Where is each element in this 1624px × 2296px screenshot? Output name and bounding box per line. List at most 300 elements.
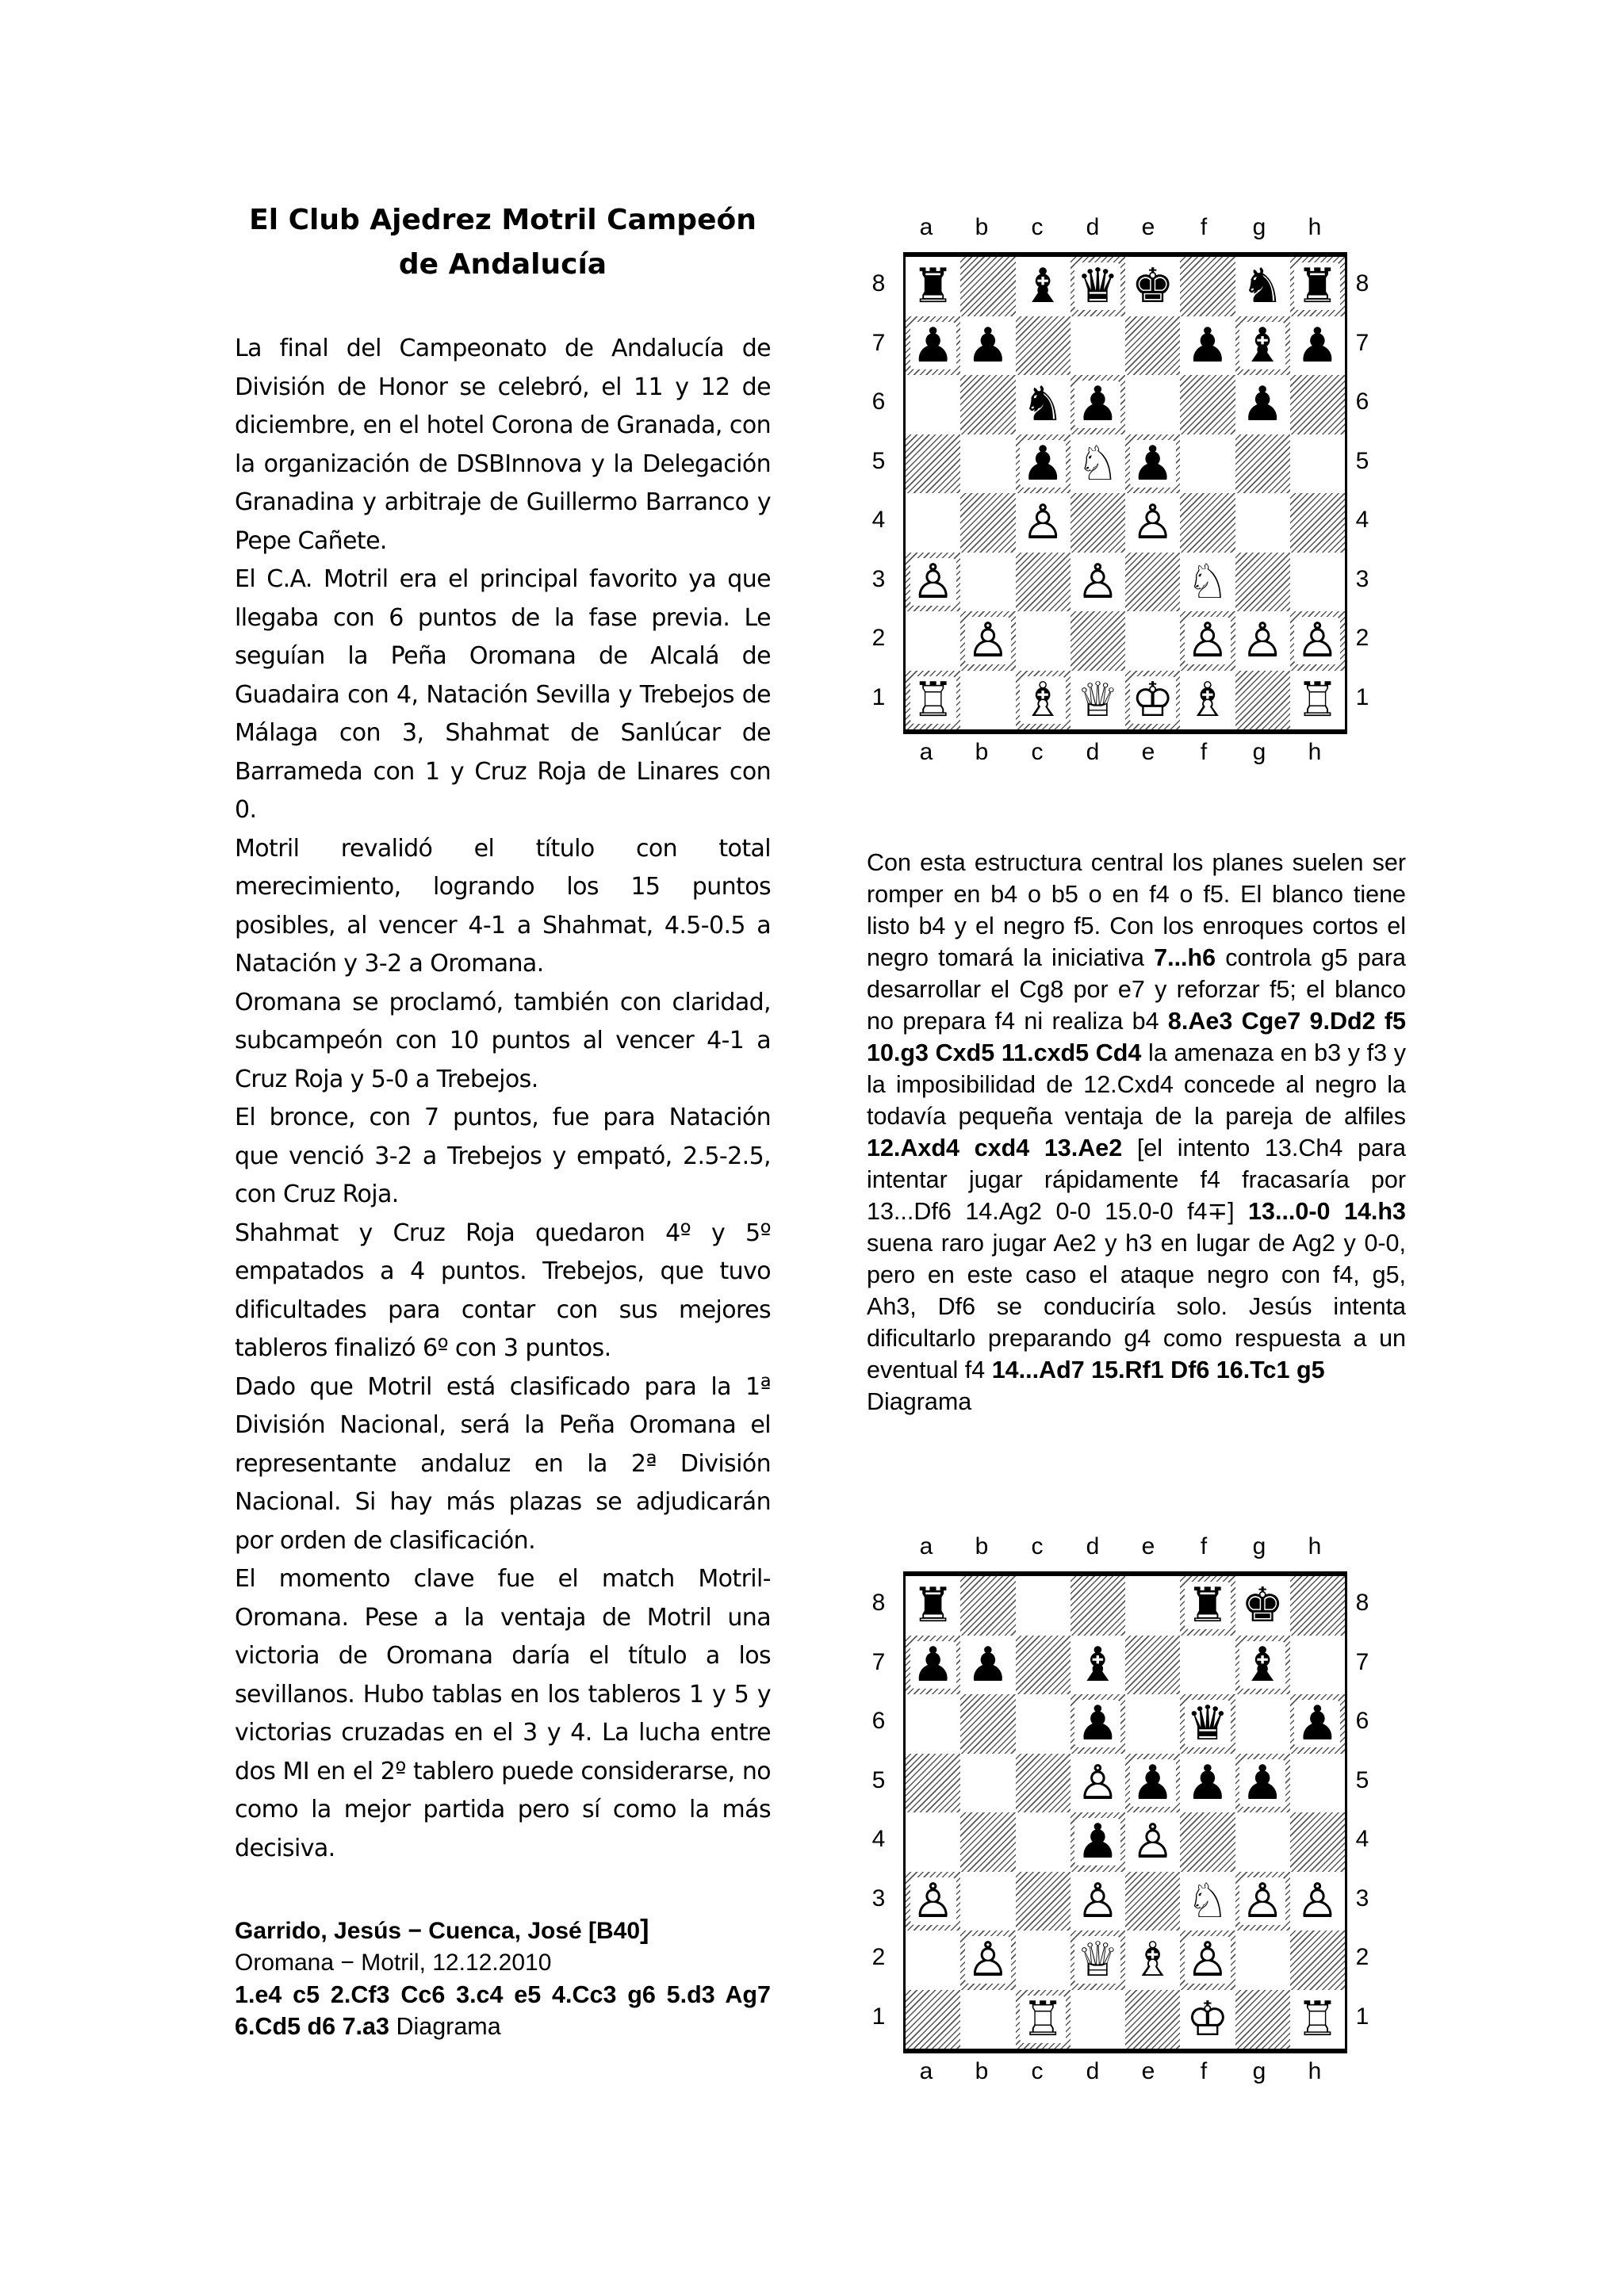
file-label: c (1031, 1533, 1044, 1559)
commentary-segment: controla g5 para desarrollar el Cg8 por e7 y reforzar f5; el blanco no prepara f4 ni realiza b4 (867, 944, 1406, 1035)
board-grid (906, 257, 1345, 729)
square-e5 (1125, 1754, 1180, 1813)
square-a2 (906, 1931, 960, 1990)
square-f1 (1180, 671, 1235, 730)
square-c7 (1016, 1636, 1071, 1695)
square-a1 (906, 671, 960, 730)
square-c3 (1016, 553, 1071, 612)
rank-label: 1 (1355, 683, 1369, 710)
rank-label: 1 (871, 683, 886, 710)
chess-piece-icon: ♟ (1185, 317, 1229, 373)
square-g7 (1235, 1636, 1290, 1695)
square-h5 (1290, 1754, 1345, 1813)
square-h6 (1290, 375, 1345, 434)
file-label: e (1141, 739, 1155, 765)
square-c4 (1016, 1812, 1071, 1872)
square-a6 (906, 375, 960, 434)
square-b7 (960, 1636, 1015, 1695)
commentary-column (867, 847, 1406, 1418)
file-label: a (919, 214, 933, 240)
file-label: f (1200, 1533, 1208, 1559)
square-c1 (1016, 1990, 1071, 2049)
square-h7 (1290, 316, 1345, 376)
move-sequence: 7...h6 (1154, 944, 1216, 971)
rank-label: 3 (1355, 1885, 1369, 1911)
board-grid (906, 1576, 1345, 2049)
chess-piece-icon: ♝ (1021, 258, 1065, 315)
square-g4 (1235, 1812, 1290, 1872)
square-e4 (1125, 493, 1180, 553)
square-d1 (1071, 671, 1125, 730)
square-e5 (1125, 434, 1180, 494)
rank-label: 8 (871, 1590, 886, 1616)
move-sequence: 12.Axd4 cxd4 13.Ae2 (867, 1135, 1123, 1161)
square-d7 (1071, 1636, 1125, 1695)
rank-label: 8 (871, 270, 886, 297)
article-title-line2: de Andalucía (398, 248, 607, 281)
square-c6 (1016, 1694, 1071, 1754)
square-a6 (906, 1694, 960, 1754)
square-f6 (1180, 375, 1235, 434)
chess-piece-icon: ♔ (1185, 1991, 1229, 2047)
move-sequence: 8.Ae3 Cge7 9.Dd2 f5 10.g3 Cxd5 11.cxd5 Cd4 (867, 1008, 1406, 1066)
chess-piece-icon: ♖ (911, 672, 955, 728)
square-h8 (1290, 257, 1345, 316)
file-label: h (1308, 739, 1322, 765)
file-label: d (1086, 1533, 1100, 1559)
square-f3 (1180, 553, 1235, 612)
article-title (235, 198, 771, 287)
article-paragraph: Shahmat y Cruz Roja quedaron 4º y 5º empatados a 4 puntos. Trebejos, que tuvo dificultades para contar con sus mejores tableros finalizó 6º con 3 puntos. (235, 1219, 771, 1362)
square-b5 (960, 1754, 1015, 1813)
square-f8 (1180, 1576, 1235, 1636)
square-b6 (960, 375, 1015, 434)
square-g5 (1235, 434, 1290, 494)
square-b3 (960, 1872, 1015, 1931)
square-b8 (960, 257, 1015, 316)
square-f2 (1180, 1931, 1235, 1990)
square-b8 (960, 1576, 1015, 1636)
file-labels-bottom (898, 2058, 1342, 2085)
square-h5 (1290, 434, 1345, 494)
rank-label: 1 (871, 2003, 886, 2030)
chess-piece-icon: ♟ (1241, 377, 1285, 433)
square-d3 (1071, 1872, 1125, 1931)
chess-piece-icon: ♟ (911, 1636, 955, 1693)
rank-labels-right (1350, 254, 1374, 729)
square-d5 (1071, 434, 1125, 494)
rank-label: 3 (871, 1885, 886, 1911)
square-f7 (1180, 1636, 1235, 1695)
file-label: h (1308, 2058, 1322, 2084)
square-a8 (906, 1576, 960, 1636)
square-a4 (906, 1812, 960, 1872)
square-b6 (960, 1694, 1015, 1754)
square-h6 (1290, 1694, 1345, 1754)
square-c2 (1016, 611, 1071, 671)
square-g6 (1235, 375, 1290, 434)
rank-labels-left (867, 1573, 891, 2049)
square-a5 (906, 1754, 960, 1813)
rank-labels-right (1350, 1573, 1374, 2049)
square-d4 (1071, 1812, 1125, 1872)
chess-piece-icon: ♙ (1296, 1873, 1339, 1929)
game-players (235, 1914, 771, 1947)
chess-piece-icon: ♝ (1076, 1636, 1120, 1693)
rank-label: 3 (871, 565, 886, 592)
rank-label: 4 (871, 1826, 886, 1852)
file-label: g (1252, 2058, 1266, 2084)
square-e8 (1125, 1576, 1180, 1636)
rank-label: 6 (1355, 1708, 1369, 1734)
square-a4 (906, 493, 960, 553)
square-g8 (1235, 1576, 1290, 1636)
article-paragraph: Oromana se proclamó, también con claridad, subcampeón con 10 puntos al vencer 4-1 a Cruz Roja y 5-0 a Trebejos. (235, 988, 771, 1093)
chess-piece-icon: ♟ (1076, 1814, 1120, 1870)
game-moves (235, 1979, 771, 2042)
article-paragraph: El bronce, con 7 puntos, fue para Natación que venció 3-2 a Trebejos y empató, 2.5-2.5, con Cruz Roja. (235, 1104, 771, 1208)
chess-piece-icon: ♞ (1241, 258, 1285, 315)
square-h8 (1290, 1576, 1345, 1636)
rank-label: 6 (871, 1708, 886, 1734)
square-d2 (1071, 1931, 1125, 1990)
square-e8 (1125, 257, 1180, 316)
chess-piece-icon: ♞ (1021, 377, 1065, 433)
square-h2 (1290, 611, 1345, 671)
rank-label: 2 (1355, 1944, 1369, 1970)
rank-label: 4 (1355, 1826, 1369, 1852)
rank-label: 1 (1355, 2003, 1369, 2030)
commentary-segment: la amenaza en b3 y f3 y la imposibilidad de 12.Cxd4 concede al negro la todavía pequeña ventaja de la pareja de alfiles (867, 1039, 1406, 1130)
chess-piece-icon: ♙ (1076, 1755, 1120, 1811)
chess-piece-icon: ♙ (1185, 1932, 1229, 1988)
rank-label: 5 (871, 1766, 886, 1793)
square-e4 (1125, 1812, 1180, 1872)
chess-piece-icon: ♙ (1296, 613, 1339, 669)
chess-piece-icon: ♟ (1021, 435, 1065, 492)
chess-piece-icon: ♟ (1185, 1755, 1229, 1811)
square-c6 (1016, 375, 1071, 434)
square-a5 (906, 434, 960, 494)
commentary-segment: suena raro jugar Ae2 y h3 en lugar de Ag2 y 0-0, pero en este caso el ataque negro con f4, g5, Ah3, Df6 se conduciría solo. Jesús intenta dificultarlo preparando g4 como respuesta a un eventual f4 (867, 1230, 1406, 1383)
move-sequence: 14...Ad7 15.Rf1 Df6 16.Tc1 g5 (991, 1357, 1325, 1383)
chess-piece-icon: ♟ (966, 317, 1009, 373)
game-moves-bold: 1.e4 c5 2.Cf3 Cc6 3.c4 e5 4.Cc3 g6 5.d3 Ag7 6.Cd5 d6 7.a3 (235, 1981, 771, 2040)
chess-board-1 (903, 252, 1347, 734)
square-f6 (1180, 1694, 1235, 1754)
chess-piece-icon: ♙ (1021, 495, 1065, 551)
chess-piece-icon: ♖ (1296, 1991, 1339, 2047)
chess-piece-icon: ♗ (1131, 1932, 1174, 1988)
file-label: d (1086, 2058, 1100, 2084)
file-labels-top (898, 1533, 1342, 1560)
square-f4 (1180, 493, 1235, 553)
square-c7 (1016, 316, 1071, 376)
game-players-text: Garrido, Jesús − Cuenca, José [B40 (235, 1918, 641, 1944)
article-paragraph: El C.A. Motril era el principal favorito ya que llegaba con 6 puntos de la fase previa. Le seguían la Peña Oromana de Alcalá de Guadaira con 4, Natación Sevilla y Trebejos de Málaga con 3, Shahmat de Sanlúcar de Barrameda con 1 y Cruz Roja de Linares con 0. (235, 565, 771, 824)
square-b4 (960, 493, 1015, 553)
file-label: g (1252, 739, 1266, 765)
file-label: c (1031, 214, 1044, 240)
square-g5 (1235, 1754, 1290, 1813)
square-b2 (960, 1931, 1015, 1990)
chess-piece-icon: ♙ (1241, 1873, 1285, 1929)
file-label: b (975, 739, 989, 765)
chess-piece-icon: ♙ (966, 613, 1009, 669)
square-e3 (1125, 553, 1180, 612)
square-g3 (1235, 553, 1290, 612)
rank-label: 2 (871, 1944, 886, 1970)
square-f7 (1180, 316, 1235, 376)
square-e1 (1125, 1990, 1180, 2049)
square-d3 (1071, 553, 1125, 612)
rank-label: 3 (1355, 565, 1369, 592)
square-c5 (1016, 1754, 1071, 1813)
square-c4 (1016, 493, 1071, 553)
game-moves-tail: Diagrama (389, 2013, 501, 2040)
file-label: e (1141, 1533, 1155, 1559)
square-f8 (1180, 257, 1235, 316)
rank-label: 5 (1355, 1766, 1369, 1793)
square-e6 (1125, 1694, 1180, 1754)
square-g2 (1235, 611, 1290, 671)
rank-label: 4 (1355, 507, 1369, 533)
square-b1 (960, 1990, 1015, 2049)
rank-label: 8 (1355, 270, 1369, 297)
square-f5 (1180, 1754, 1235, 1813)
file-label: h (1308, 1533, 1322, 1559)
file-label: a (919, 2058, 933, 2084)
file-label: h (1308, 214, 1322, 240)
chess-piece-icon: ♙ (1076, 1873, 1120, 1929)
rank-label: 6 (1355, 388, 1369, 415)
square-a7 (906, 1636, 960, 1695)
chess-piece-icon: ♟ (1296, 1696, 1339, 1752)
square-a8 (906, 257, 960, 316)
square-b1 (960, 671, 1015, 730)
square-g1 (1235, 671, 1290, 730)
commentary-segment: Con esta estructura central los planes suelen ser romper en b4 o b5 o en f4 o f5. El blanco tiene listo b4 y el negro f5. Con los enroques cortos el negro tomará la iniciativa (867, 849, 1406, 971)
square-h2 (1290, 1931, 1345, 1990)
chess-piece-icon: ♙ (1241, 613, 1285, 669)
article-title-line1: El Club Ajedrez Motril Campeón (249, 204, 756, 236)
chess-piece-icon: ♘ (1076, 435, 1120, 492)
rank-labels-left (867, 254, 891, 729)
chess-board-2 (903, 1571, 1347, 2053)
square-g2 (1235, 1931, 1290, 1990)
file-label: b (975, 214, 989, 240)
chess-piece-icon: ♟ (1076, 377, 1120, 433)
square-c5 (1016, 434, 1071, 494)
chess-piece-icon: ♟ (1131, 1755, 1174, 1811)
chess-piece-icon: ♝ (1241, 1636, 1285, 1693)
chess-piece-icon: ♘ (1185, 1873, 1229, 1929)
square-e2 (1125, 611, 1180, 671)
chess-diagram-1 (867, 212, 1382, 767)
chess-piece-icon: ♜ (911, 258, 955, 315)
chess-piece-icon: ♜ (1185, 1578, 1229, 1634)
square-d6 (1071, 1694, 1125, 1754)
chess-piece-icon: ♖ (1296, 672, 1339, 728)
rank-label: 6 (871, 388, 886, 415)
chess-piece-icon: ♛ (1185, 1696, 1229, 1752)
square-d6 (1071, 375, 1125, 434)
chess-piece-icon: ♟ (966, 1636, 1009, 1693)
square-g6 (1235, 1694, 1290, 1754)
chess-piece-icon: ♙ (911, 553, 955, 610)
rank-label: 7 (1355, 1648, 1369, 1675)
article-paragraph: El momento clave fue el match Motril-Oromana. Pese a la ventaja de Motril una victoria de Oromana daría el título a los sevillanos. Hubo tablas en los tableros 1 y 5 y victorias cruzadas en el 3 y 4. La lucha entre dos MI en el 2º tablero puede considerarse, no como la mejor partida pero sí como la más decisiva. (235, 1565, 771, 1862)
square-e1 (1125, 671, 1180, 730)
file-label: a (919, 739, 933, 765)
square-b4 (960, 1812, 1015, 1872)
commentary-diagram-label: Diagrama (867, 1388, 972, 1415)
rank-label: 2 (871, 625, 886, 651)
square-c8 (1016, 1576, 1071, 1636)
square-h7 (1290, 1636, 1345, 1695)
chess-piece-icon: ♜ (1296, 258, 1339, 315)
rank-label: 7 (871, 329, 886, 356)
chess-piece-icon: ♟ (1131, 435, 1174, 492)
square-h4 (1290, 493, 1345, 553)
file-label: d (1086, 214, 1100, 240)
file-label: f (1200, 739, 1208, 765)
chess-piece-icon: ♙ (966, 1932, 1009, 1988)
file-label: c (1031, 739, 1044, 765)
square-e2 (1125, 1931, 1180, 1990)
file-label: e (1141, 214, 1155, 240)
chess-piece-icon: ♕ (1076, 672, 1120, 728)
square-a2 (906, 611, 960, 671)
square-b5 (960, 434, 1015, 494)
square-h4 (1290, 1812, 1345, 1872)
rank-label: 5 (871, 447, 886, 474)
square-d4 (1071, 493, 1125, 553)
chess-piece-icon: ♗ (1185, 672, 1229, 728)
file-label: f (1200, 214, 1208, 240)
square-d8 (1071, 257, 1125, 316)
file-labels-top (898, 214, 1342, 241)
square-d7 (1071, 316, 1125, 376)
square-b3 (960, 553, 1015, 612)
square-e3 (1125, 1872, 1180, 1931)
square-h3 (1290, 1872, 1345, 1931)
square-h3 (1290, 553, 1345, 612)
game-event: Oromana − Motril, 12.12.2010 (235, 1950, 552, 1976)
article-body (235, 330, 771, 1868)
chess-piece-icon: ♘ (1185, 553, 1229, 610)
chess-piece-icon: ♚ (1241, 1578, 1285, 1634)
chess-piece-icon: ♖ (1021, 1991, 1065, 2047)
rank-label: 4 (871, 507, 886, 533)
rank-label: 8 (1355, 1590, 1369, 1616)
square-a1 (906, 1990, 960, 2049)
chess-piece-icon: ♛ (1076, 258, 1120, 315)
square-f5 (1180, 434, 1235, 494)
square-c8 (1016, 257, 1071, 316)
square-a3 (906, 553, 960, 612)
square-d1 (1071, 1990, 1125, 2049)
square-a3 (906, 1872, 960, 1931)
article-paragraph: Dado que Motril está clasificado para la 1ª División Nacional, será la Peña Oromana el representante andaluz en la 2ª División Nacional. Si hay más plazas se adjudicarán por orden de clasificación. (235, 1372, 771, 1555)
rank-label: 7 (1355, 329, 1369, 356)
square-f3 (1180, 1872, 1235, 1931)
file-label: f (1200, 2058, 1208, 2084)
square-d8 (1071, 1576, 1125, 1636)
rank-label: 2 (1355, 625, 1369, 651)
chess-diagram-2 (867, 1532, 1382, 2087)
commentary-text (867, 847, 1406, 1386)
rank-label: 5 (1355, 447, 1369, 474)
square-e7 (1125, 316, 1180, 376)
file-label: b (975, 1533, 989, 1559)
square-g4 (1235, 493, 1290, 553)
chess-piece-icon: ♔ (1131, 672, 1174, 728)
square-c2 (1016, 1931, 1071, 1990)
chess-piece-icon: ♟ (1076, 1696, 1120, 1752)
square-g3 (1235, 1872, 1290, 1931)
square-h1 (1290, 671, 1345, 730)
square-b7 (960, 316, 1015, 376)
square-f1 (1180, 1990, 1235, 2049)
file-labels-bottom (898, 739, 1342, 766)
square-f2 (1180, 611, 1235, 671)
square-c3 (1016, 1872, 1071, 1931)
square-e7 (1125, 1636, 1180, 1695)
square-c1 (1016, 671, 1071, 730)
chess-piece-icon: ♟ (1296, 317, 1339, 373)
square-h1 (1290, 1990, 1345, 2049)
game-players-bracket: ] (640, 1915, 649, 1945)
square-f4 (1180, 1812, 1235, 1872)
square-d2 (1071, 611, 1125, 671)
chess-piece-icon: ♙ (1076, 553, 1120, 610)
left-column (235, 198, 771, 2042)
chess-piece-icon: ♚ (1131, 258, 1174, 315)
chess-piece-icon: ♙ (911, 1873, 955, 1929)
square-g7 (1235, 316, 1290, 376)
file-label: d (1086, 739, 1100, 765)
square-g1 (1235, 1990, 1290, 2049)
file-label: g (1252, 1533, 1266, 1559)
file-label: e (1141, 2058, 1155, 2084)
chess-piece-icon: ♗ (1021, 672, 1065, 728)
chess-piece-icon: ♕ (1076, 1932, 1120, 1988)
chess-piece-icon: ♙ (1131, 1814, 1174, 1870)
square-d5 (1071, 1754, 1125, 1813)
file-label: g (1252, 214, 1266, 240)
chess-piece-icon: ♙ (1185, 613, 1229, 669)
square-g8 (1235, 257, 1290, 316)
square-a7 (906, 316, 960, 376)
chess-piece-icon: ♟ (1241, 1755, 1285, 1811)
chess-piece-icon: ♜ (911, 1578, 955, 1634)
article-paragraph: Motril revalidó el título con total merecimiento, logrando los 15 puntos posibles, al vencer 4-1 a Shahmat, 4.5-0.5 a Natación y 3-2 a Oromana. (235, 834, 771, 978)
file-label: a (919, 1533, 933, 1559)
game-header (235, 1914, 771, 2042)
chess-piece-icon: ♙ (1131, 495, 1174, 551)
chess-piece-icon: ♝ (1241, 317, 1285, 373)
file-label: b (975, 2058, 989, 2084)
rank-label: 7 (871, 1648, 886, 1675)
commentary-segment: [el intento 13.Ch4 para intentar jugar rápidamente f4 fracasaría por 13...Df6 14.Ag2 0-0 15.0-0 f4∓] (867, 1135, 1406, 1225)
file-label: c (1031, 2058, 1044, 2084)
chess-piece-icon: ♟ (911, 317, 955, 373)
article-paragraph: La final del Campeonato de Andalucía de División de Honor se celebró, el 11 y 12 de diciembre, en el hotel Corona de Granada, con la organización de DSBInnova y la Delegación Granadina y arbitraje de Guillermo Barranco y Pepe Cañete. (235, 335, 771, 555)
square-b2 (960, 611, 1015, 671)
square-e6 (1125, 375, 1180, 434)
move-sequence: 13...0-0 14.h3 (1248, 1198, 1406, 1225)
